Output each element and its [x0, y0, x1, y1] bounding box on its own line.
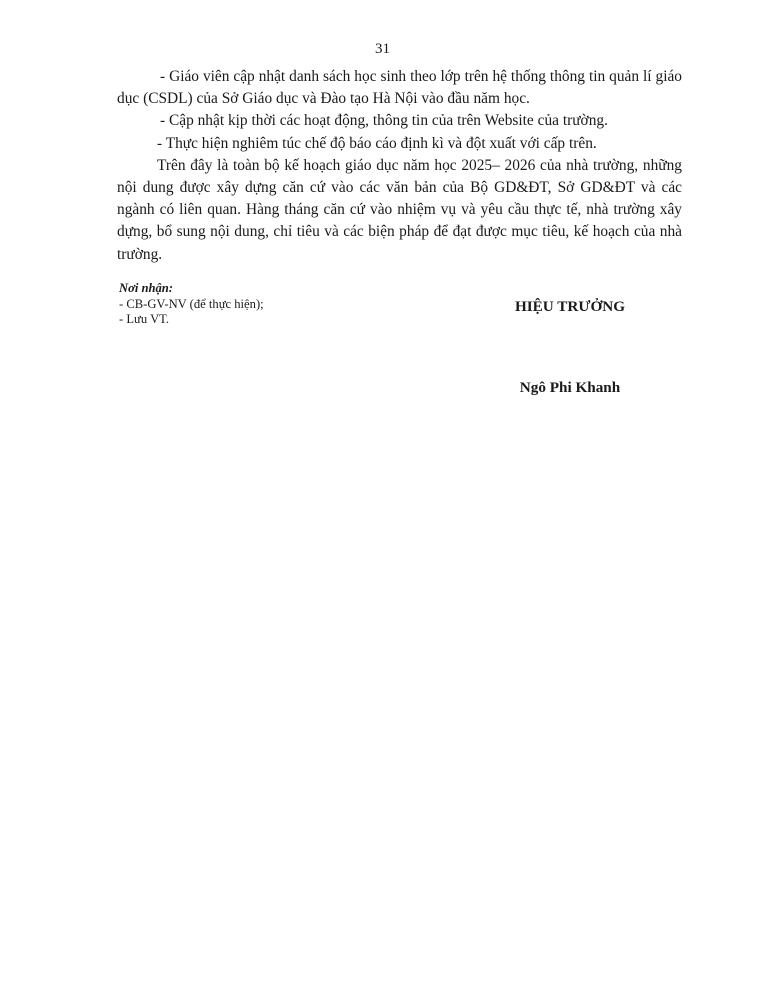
recipients-list	[119, 297, 399, 328]
signer-name: Ngô Phi Khanh	[519, 379, 621, 396]
recipient-item: - Lưu VT.	[119, 312, 170, 326]
recipients-title: Nơi nhận:	[119, 281, 174, 295]
signer-title: HIỆU TRƯỞNG	[514, 298, 626, 315]
recipient-item: - CB-GV-NV (để thực hiện);	[119, 296, 264, 311]
recipients-block	[119, 281, 399, 328]
paragraph-conclusion: Trên đây là toàn bộ kế hoạch giáo dục năm học 2025– 2026 của nhà trường, những nội dung được xây dựng căn cứ vào các văn bản của Bộ GD&ĐT, Sở GD&ĐT và các ngành có liên quan. Hàng tháng căn cứ vào nhiệm vụ và yêu cầu thực tế, nhà trường xây dựng, bổ sung nội dung, chỉ tiêu và các biện pháp để đạt được mục tiêu, kế hoạch của nhà trường.	[117, 156, 682, 263]
document-body	[117, 66, 682, 266]
paragraph-update-website: - Cập nhật kịp thời các hoạt động, thông tin của trên Website của trường.	[160, 112, 608, 130]
paragraph-reporting: - Thực hiện nghiêm túc chế độ báo cáo định kì và đột xuất với cấp trên.	[157, 134, 597, 152]
paragraph-update-student-list: - Giáo viên cập nhật danh sách học sinh theo lớp trên hệ thống thông tin quản lí giáo dục (CSDL) của Sở Giáo dục và Đào tạo Hà Nội vào đầu năm học.	[117, 68, 682, 108]
page-number: 31	[375, 41, 390, 57]
